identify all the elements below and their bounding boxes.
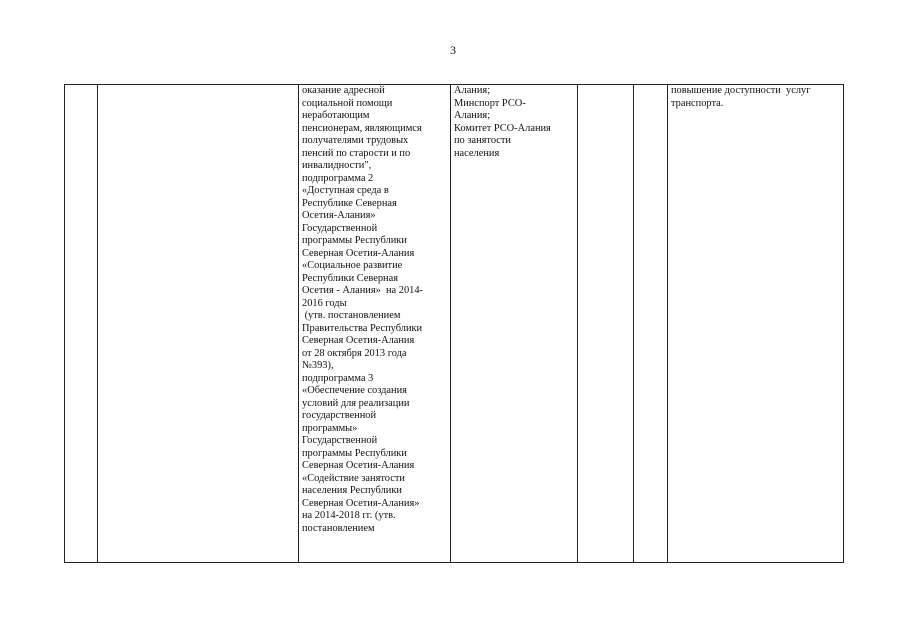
cell-expected-result: повышение доступности услуг транспорта. [668, 85, 844, 563]
cell-financing [634, 85, 668, 563]
cell-number [65, 85, 98, 563]
cell-program-basis: оказание адресной социальной помощи неработающим пенсионерам, являющимся получателями трудовых пенсий по старости и по инвалидности", подпрограмма 2 «Доступная среда в Республике Северная Осетия-Алания» Государственной программы Республики Северная Осетия-Алания «Социальное развитие Республики Северная Осетия - Алания» на 2014- 2016 годы (утв. постановлением Правительства Республики Северная Осетия-Алания от 28 октября 2013 года №393), подпрограмма 3 «Обеспечение создания условий для реализации государственной программы» Государственной программы Республики Северная Осетия-Алания «Содействие занятости населения Республики Северная Осетия-Алания» на 2014-2018 гг. (утв. постановлением [299, 85, 451, 563]
table-row [65, 85, 844, 563]
program-table [64, 84, 844, 563]
cell-deadline [578, 85, 634, 563]
page-number: 3 [450, 43, 456, 57]
cell-name [98, 85, 299, 563]
cell-responsible: Алания; Минспорт РСО- Алания; Комитет РСО-Алания по занятости населения [451, 85, 578, 563]
